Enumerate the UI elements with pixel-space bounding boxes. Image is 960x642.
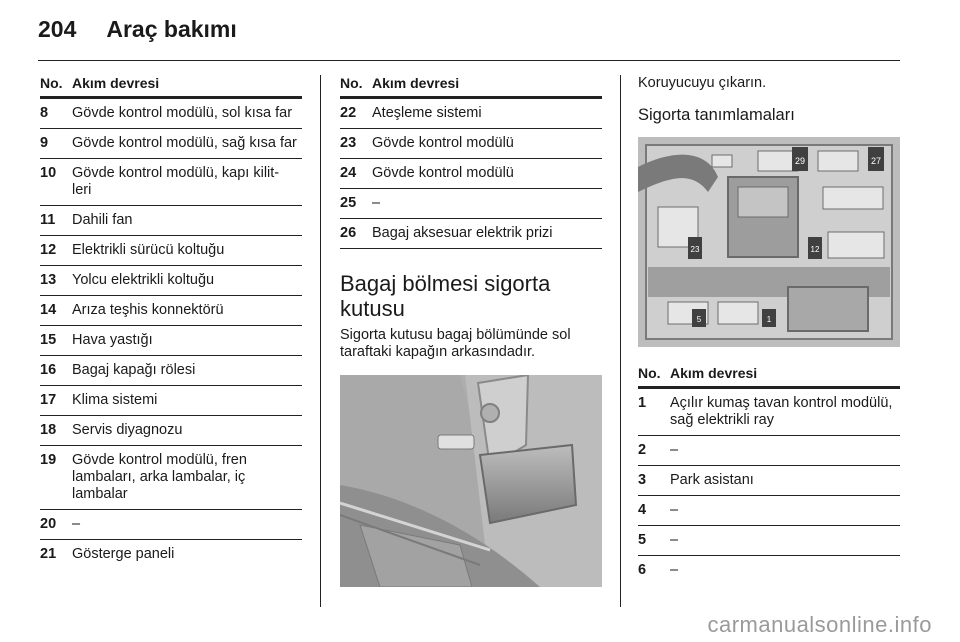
table-row [638,436,900,466]
table-row [40,159,302,206]
fuse-number: 17 [40,392,57,408]
subheading: Sigorta tanımlamaları [638,106,795,124]
fuse-number: 24 [340,165,357,181]
table-row [40,510,302,540]
fuse-label-5: 5 [696,315,702,324]
column-divider-1 [320,75,321,607]
fuse-number: 8 [40,105,49,121]
column-3 [638,75,900,585]
table-row [40,386,302,416]
intro-text: Koruyucuyu çıkarın. [638,75,767,91]
fuse-number: 2 [638,442,647,458]
fuse-number: 12 [40,242,57,258]
fuse-label-1: 1 [766,315,772,324]
page-title: Araç bakımı [106,16,237,42]
fuse-table-1 [40,99,302,569]
fuse-circuit: – [72,516,81,532]
fuse-number: 18 [40,422,57,438]
table-row [638,556,900,585]
fuse-number: 10 [40,165,57,181]
table-row [340,99,602,129]
section-body: Sigorta kutusu bagaj bölümünde sol taraftaki kapağın arkasındadır. [340,327,571,360]
fuse-circuit: Ateşleme sistemi [372,105,482,121]
fuse-circuit: Gövde kontrol modülü, fren lambaları, arka lambalar, iç lambalar [72,452,247,502]
watermark: carmanualsonline.info [707,612,932,637]
table-header [638,365,900,389]
fuse-number: 25 [340,195,357,211]
fuse-number: 4 [638,502,647,518]
fuse-number: 19 [40,452,57,468]
fuse-circuit: – [670,502,679,518]
table-row [40,446,302,510]
column-2 [340,75,602,587]
table-row [40,326,302,356]
table-row [638,389,900,436]
fuse-circuit: Yolcu elektrikli koltuğu [72,272,215,288]
table-row [40,540,302,569]
fuse-circuit: Park asistanı [670,472,754,488]
fuse-circuit: Gösterge paneli [72,546,175,562]
fuse-label-23: 23 [690,245,700,254]
table-row [638,496,900,526]
fuse-circuit: Bagaj kapağı rölesi [72,362,196,378]
table-row [40,206,302,236]
page-header [38,16,237,56]
table-header-circuit: Akım devresi [372,75,460,91]
table-header-circuit: Akım devresi [670,365,758,381]
fuse-circuit: Gövde kontrol modülü [372,165,514,181]
table-row [340,129,602,159]
table-header [340,75,602,99]
fuse-circuit: Gövde kontrol modülü, kapı kilit- leri [72,165,280,198]
fuse-box-diagram [638,137,900,347]
table-row [340,159,602,189]
fuse-number: 13 [40,272,57,288]
table-row [40,356,302,386]
fuse-circuit: Hava yastığı [72,332,153,348]
fuse-circuit: Servis diyagnozu [72,422,183,438]
fuse-circuit: – [670,562,679,578]
fuse-number: 21 [40,546,57,562]
fuse-circuit: Elektrikli sürücü koltuğu [72,242,225,258]
fuse-table-3 [638,389,900,585]
table-header-no: No. [40,75,63,91]
table-header-circuit: Akım devresi [72,75,160,91]
fuse-label-29: 29 [794,156,806,166]
table-row [638,526,900,556]
fuse-circuit: Gövde kontrol modülü, sağ kısa far [72,135,297,151]
table-row [40,266,302,296]
fuse-number: 1 [638,395,647,411]
header-rule [38,60,900,61]
trunk-photo [340,375,602,587]
table-row [40,236,302,266]
fuse-label-12: 12 [810,245,820,254]
fuse-circuit: – [670,442,679,458]
fuse-circuit: Açılır kumaş tavan kontrol modülü, sağ elektrikli ray [670,395,893,428]
fuse-number: 3 [638,472,647,488]
section-heading: Bagaj bölmesi sigorta kutusu [340,271,551,321]
fuse-label-27: 27 [870,156,882,166]
table-row [638,466,900,496]
fuse-circuit: – [670,532,679,548]
fuse-number: 22 [340,105,357,121]
fuse-number: 14 [40,302,57,318]
fuse-number: 16 [40,362,57,378]
column-divider-2 [620,75,621,607]
fuse-circuit: Klima sistemi [72,392,158,408]
fuse-circuit: Bagaj aksesuar elektrik prizi [372,225,553,241]
table-row [40,416,302,446]
table-row [40,99,302,129]
fuse-number: 20 [40,516,57,532]
fuse-number: 11 [40,212,56,228]
fuse-circuit: Gövde kontrol modülü [372,135,514,151]
table-row [40,296,302,326]
fuse-table-2 [340,99,602,249]
fuse-number: 26 [340,225,357,241]
fuse-number: 6 [638,562,647,578]
fuse-number: 5 [638,532,647,548]
trunk-illustration [340,375,602,587]
fuse-circuit: Dahili fan [72,212,133,228]
fuse-circuit: Arıza teşhis konnektörü [72,302,224,318]
page-number: 204 [38,16,77,42]
fuse-circuit: – [372,195,381,211]
fuse-number: 23 [340,135,357,151]
table-row [340,219,602,249]
table-header [40,75,302,99]
table-row [340,189,602,219]
fuse-number: 9 [40,135,49,151]
table-row [40,129,302,159]
fuse-number: 15 [40,332,57,348]
table-header-no: No. [638,365,661,381]
table-header-no: No. [340,75,363,91]
column-1 [40,75,302,569]
fuse-box-illustration [638,137,900,347]
fuse-circuit: Gövde kontrol modülü, sol kısa far [72,105,293,121]
